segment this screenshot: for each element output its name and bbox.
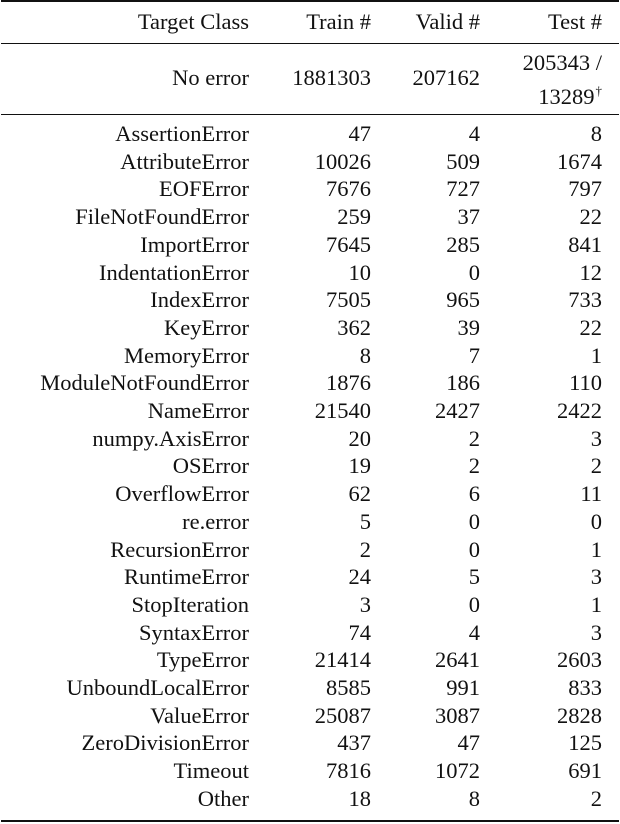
no-error-test-line1: 205343 / [522,50,602,75]
row-train: 19 [348,453,371,479]
row-valid: 3087 [435,702,480,728]
row-valid: 0 [468,259,480,285]
top-rule [1,0,619,2]
row-test: 12 [579,259,602,285]
row-valid: 2427 [435,398,480,423]
row-valid: 2 [468,453,480,479]
row-test: 2603 [557,647,602,673]
header-target-class: Target Class [137,9,249,34]
row-label: SyntaxError [139,619,249,645]
row-label: NameError [147,398,249,423]
row-test: 2 [590,785,602,811]
row-test: 22 [579,314,602,340]
table-row [0,508,620,536]
row-valid: 2641 [435,647,480,673]
row-train: 7816 [326,758,371,784]
row-test: 11 [580,481,602,507]
row-test: 1 [590,536,602,562]
row-label: KeyError [164,314,249,340]
row-test: 833 [568,675,602,700]
row-label: ModuleNotFoundError [40,370,249,396]
row-label: Other [197,785,249,811]
row-label: IndentationError [99,259,249,285]
dagger-mark: † [595,83,602,98]
row-label: OverflowError [115,481,249,507]
row-valid: 39 [457,314,480,340]
no-error-label: No error [172,65,249,90]
row-test: 8 [590,121,602,146]
row-label: MemoryError [124,342,249,368]
row-train: 259 [337,204,371,230]
row-label: IndexError [150,287,249,313]
row-label: numpy.AxisError [92,425,249,451]
table-row [0,286,620,314]
table-row [0,480,620,508]
table-row [0,452,620,480]
row-test: 1 [590,591,602,617]
table-row [0,397,620,425]
row-label: StopIteration [131,591,249,617]
table-row [0,259,620,287]
row-label: EOFError [159,176,249,202]
row-valid: 0 [468,536,480,562]
row-train: 47 [348,121,371,146]
header-valid: Valid # [415,9,480,34]
row-test: 691 [568,758,602,784]
row-label: re.error [182,508,249,534]
row-label: ValueError [150,702,249,728]
row-valid: 37 [457,204,480,230]
row-train: 74 [348,619,371,645]
row-test: 733 [568,287,602,313]
row-valid: 991 [446,675,480,700]
row-valid: 2 [468,425,480,451]
row-label: OSError [172,453,249,479]
table-row [0,425,620,453]
row-label: RuntimeError [124,564,249,590]
row-valid: 4 [468,121,480,146]
table-row [0,231,620,259]
row-train: 20 [348,425,371,451]
table-row [0,175,620,203]
row-train: 24 [348,564,371,590]
no-error-valid: 207162 [412,65,480,90]
table-row [0,563,620,591]
row-train: 1876 [326,370,371,396]
row-valid: 1072 [435,758,480,784]
table-row [0,729,620,757]
row-train: 8585 [326,675,371,700]
row-label: AttributeError [120,148,249,174]
row-label: TypeError [156,647,249,673]
table-row [0,646,620,674]
row-test: 3 [590,564,602,590]
row-valid: 285 [446,231,480,257]
row-test: 0 [590,508,602,534]
row-valid: 509 [446,148,480,174]
table-row [0,702,620,730]
row-train: 7676 [326,176,371,202]
row-train: 10 [348,259,371,285]
table-row [0,203,620,231]
bottom-rule [1,820,619,822]
row-valid: 0 [468,591,480,617]
row-train: 8 [359,342,371,368]
row-test: 797 [568,176,602,202]
table-row [0,342,620,370]
row-test: 125 [568,730,602,756]
row-train: 437 [337,730,371,756]
row-test: 1674 [557,148,602,174]
row-valid: 8 [468,785,480,811]
row-train: 21414 [314,647,371,673]
no-error-test-line2 [523,77,602,111]
row-label: RecursionError [110,536,249,562]
row-valid: 0 [468,508,480,534]
row-valid: 5 [468,564,480,590]
row-label: FileNotFoundError [75,204,249,230]
table-row [0,674,620,702]
row-valid: 965 [446,287,480,313]
table-row [0,619,620,647]
row-valid: 47 [457,730,480,756]
table-row [0,369,620,397]
row-test: 2828 [557,702,602,728]
row-train: 62 [348,481,371,507]
row-test: 2 [590,453,602,479]
row-test: 22 [579,204,602,230]
row-test: 2422 [557,398,602,423]
row-train: 5 [359,508,371,534]
no-error-train: 1881303 [292,65,371,90]
row-valid: 4 [468,619,480,645]
row-train: 25087 [314,702,371,728]
table-row [0,591,620,619]
row-valid: 6 [468,481,480,507]
row-valid: 727 [446,176,480,202]
row-train: 10026 [314,148,371,174]
row-label: ZeroDivisionError [81,730,249,756]
row-test: 841 [568,231,602,257]
row-train: 7505 [326,287,371,313]
row-test: 1 [590,342,602,368]
table-row [0,757,620,785]
row-test: 110 [569,370,602,396]
row-label: ImportError [140,231,249,257]
row-train: 18 [348,785,371,811]
row-label: UnboundLocalError [66,675,249,700]
table-row [0,314,620,342]
table-row [0,120,620,148]
row-train: 21540 [314,398,371,423]
section-rule [1,114,619,115]
row-train: 7645 [326,231,371,257]
row-valid: 186 [446,370,480,396]
header-test: Test # [547,9,602,34]
table-row [0,785,620,813]
row-label: Timeout [173,758,249,784]
header-rule [1,43,619,44]
no-error-test-value: 13289 [538,84,595,109]
row-test: 3 [590,619,602,645]
row-label: AssertionError [115,121,249,146]
row-train: 3 [359,591,371,617]
table-row [0,148,620,176]
row-train: 362 [337,314,371,340]
row-test: 3 [590,425,602,451]
table-row [0,536,620,564]
row-train: 2 [359,536,371,562]
no-error-test [523,49,602,111]
header-train: Train # [306,9,371,34]
row-valid: 7 [468,342,480,368]
